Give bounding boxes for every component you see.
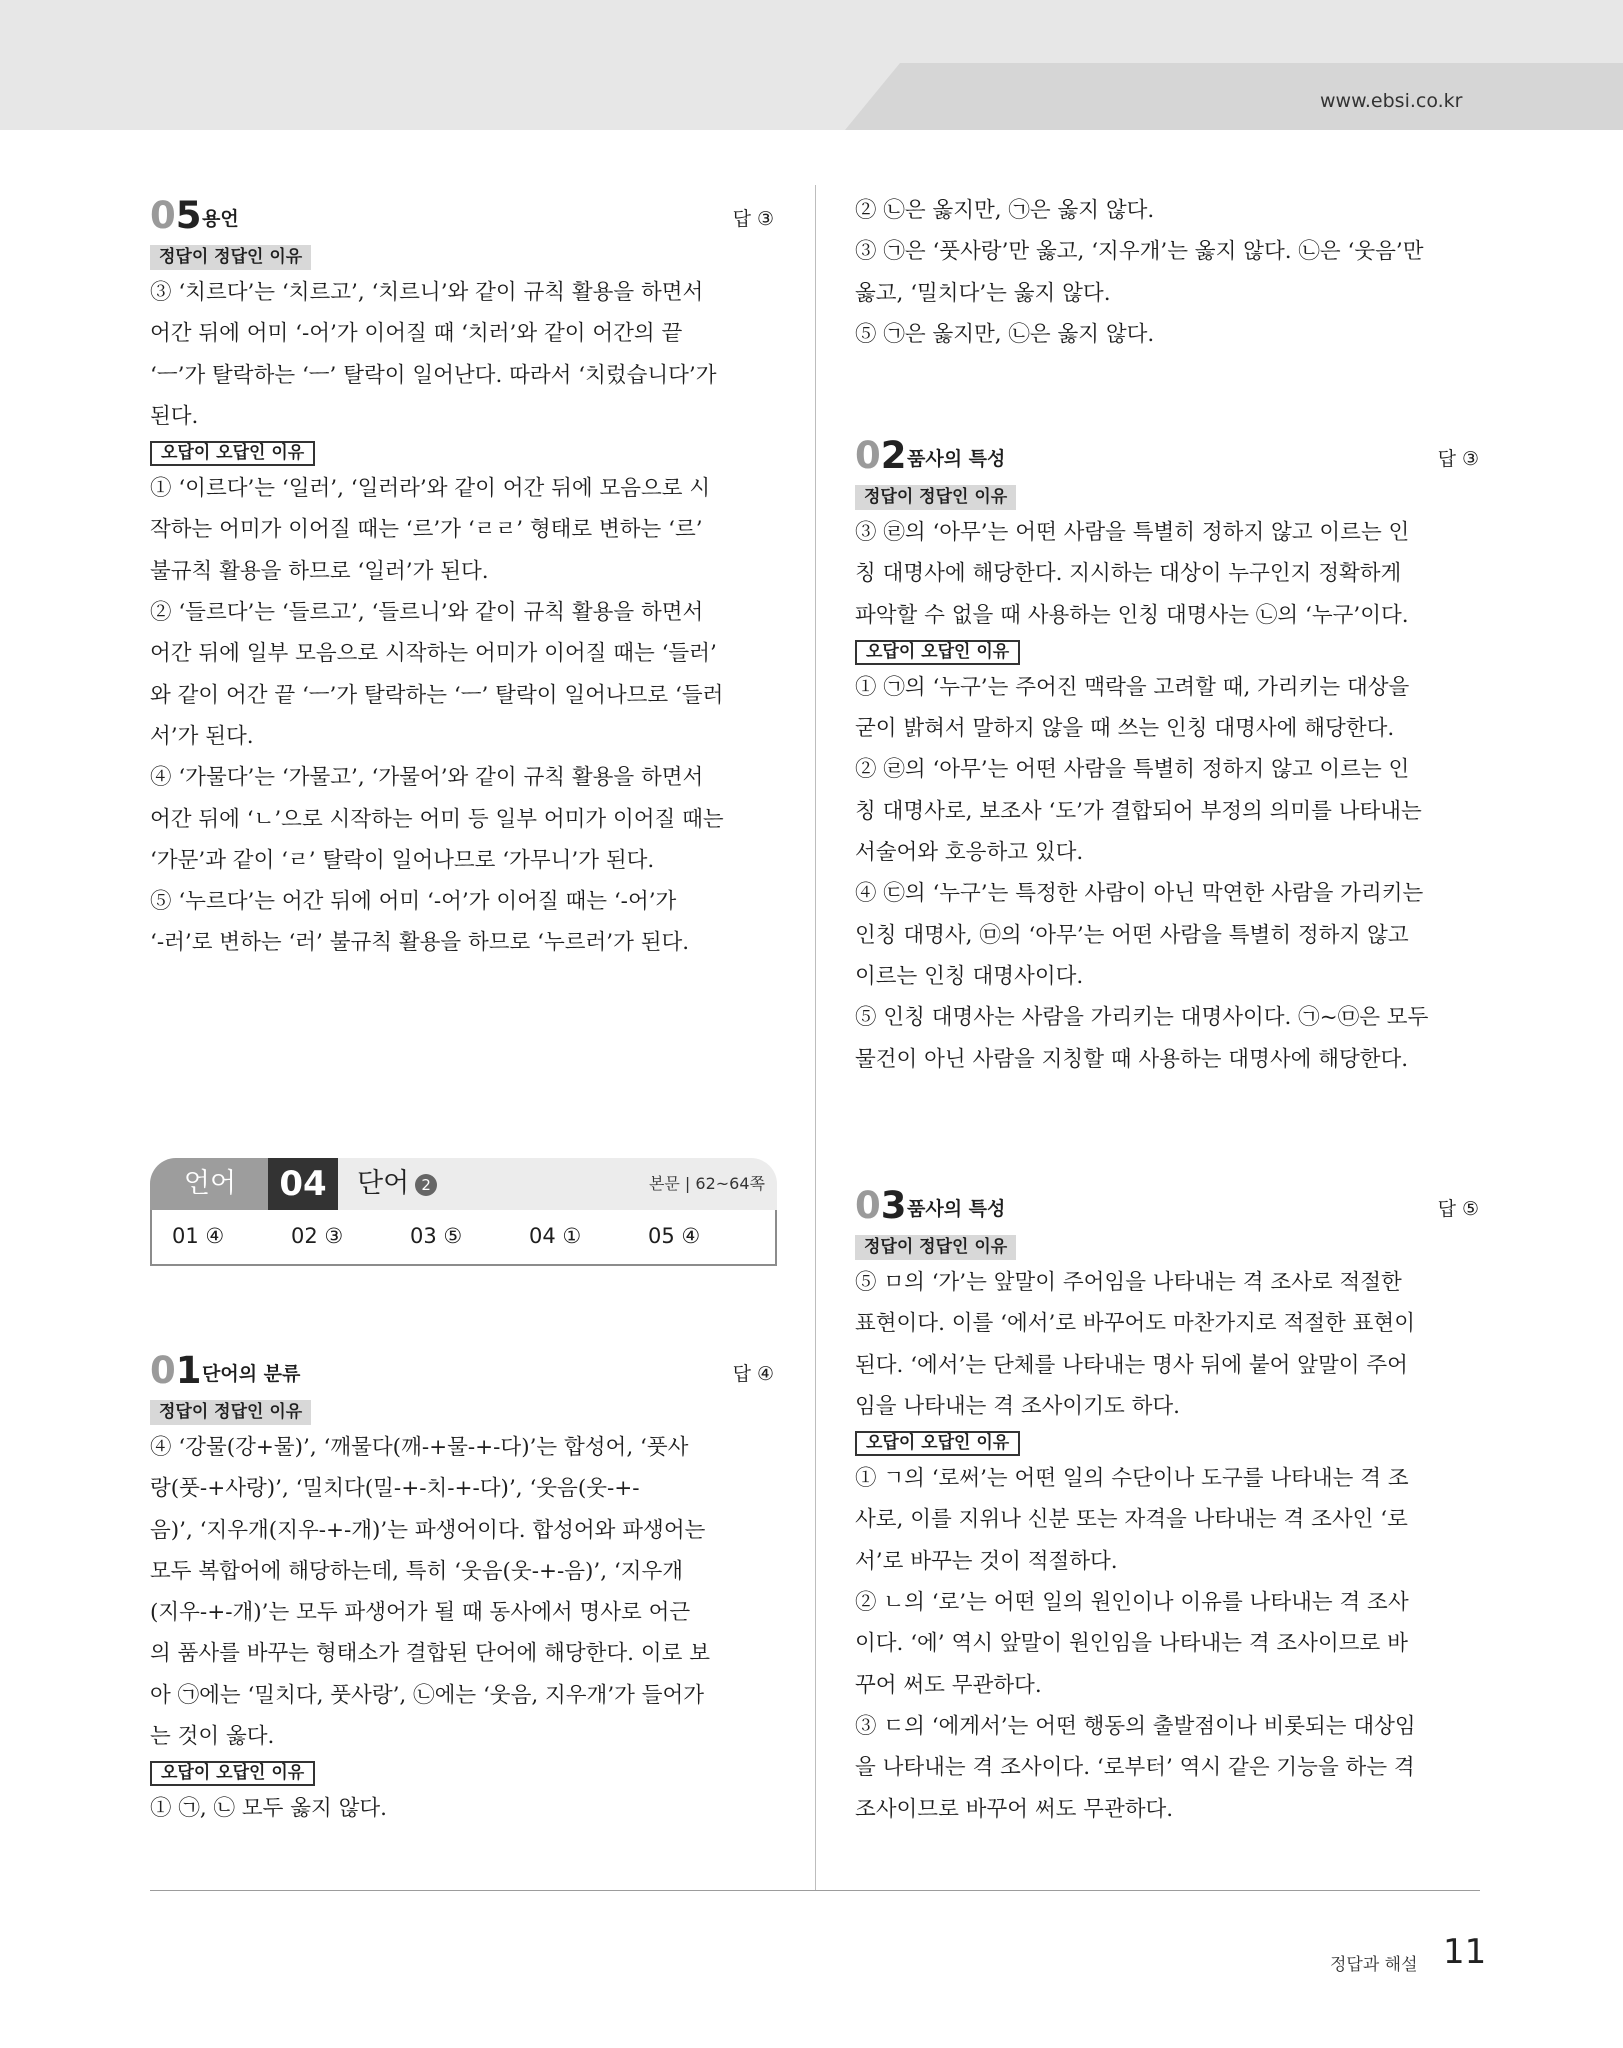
text-line: 사로, 이를 지위나 신분 또는 자격을 나타내는 격 조사인 ‘로 bbox=[855, 1507, 1408, 1533]
text-line: 의 품사를 바꾸는 형태소가 결합된 단어에 해당한다. 이로 보 bbox=[150, 1641, 710, 1667]
text-line: 임을 나타내는 격 조사이기도 하다. bbox=[855, 1393, 1180, 1419]
correct-reason-tag: 정답이 정답인 이유 bbox=[150, 245, 311, 270]
text-line: ④ ‘가물다’는 ‘가물고’, ‘가물어’와 같이 규칙 활용을 하면서 bbox=[150, 765, 704, 791]
text-line: 모두 복합어에 해당하는데, 특히 ‘웃음(웃-+-음)’, ‘지우개 bbox=[150, 1558, 684, 1584]
wrong-reason-tag: 오답이 오답인 이유 bbox=[855, 640, 1020, 665]
text-line: 어간 뒤에 어미 ‘-어’가 이어질 때 ‘치러’와 같이 어간의 끝 bbox=[150, 321, 683, 347]
question-answer: 답 ③ bbox=[1437, 448, 1479, 470]
unit-answer-item: 03 ⑤ bbox=[410, 1224, 463, 1248]
question-number: 02 bbox=[855, 434, 907, 477]
question-header bbox=[150, 1350, 777, 1396]
wrong-reason-text bbox=[855, 667, 1482, 1080]
text-line: 이다. ‘에’ 역시 앞말이 원인임을 나타내는 격 조사이므로 바 bbox=[855, 1631, 1408, 1657]
wrong-reason-text bbox=[150, 468, 777, 964]
text-line: 는 것이 옳다. bbox=[150, 1724, 275, 1750]
text-line: ④ ‘강물(강+물)’, ‘깨물다(깨-+물-+-다)’는 합성어, ‘풋사 bbox=[150, 1435, 689, 1460]
text-line: ⑤ ㅁ의 ‘가’는 앞말이 주어임을 나타내는 격 조사로 적절한 bbox=[855, 1270, 1402, 1295]
wrong-reason-tag: 오답이 오답인 이유 bbox=[150, 1761, 315, 1786]
text-line: 조사이므로 바꾸어 써도 무관하다. bbox=[855, 1796, 1174, 1822]
text-line: ‘-러’로 변하는 ‘러’ 불규칙 활용을 하므로 ‘누르러’가 된다. bbox=[150, 930, 690, 956]
question-number: 03 bbox=[855, 1184, 907, 1227]
wrong-reason-text bbox=[150, 1788, 777, 1829]
unit-answer-box bbox=[150, 1158, 777, 1270]
text-line: 칭 대명사로, 보조사 ‘도’가 결합되어 부정의 의미를 나타내는 bbox=[855, 798, 1422, 824]
text-line: 어간 뒤에 일부 모음으로 시작하는 어미가 이어질 때는 ‘들러’ bbox=[150, 641, 717, 667]
question-01 bbox=[150, 1350, 777, 1830]
text-line: 인칭 대명사, ㉤의 ‘아무’는 어떤 사람을 특별히 정하지 않고 bbox=[855, 922, 1409, 948]
text-line: 랑(풋-+사랑)’, ‘밀치다(밀-+-치-+-다)’, ‘웃음(웃-+- bbox=[150, 1476, 640, 1502]
unit-number: 04 bbox=[268, 1158, 338, 1210]
text-line: ② ㉡은 옳지만, ㉠은 옳지 않다. bbox=[855, 198, 1155, 223]
unit-part-badge: 2 bbox=[415, 1174, 437, 1196]
text-line: ① ‘이르다’는 ‘일러’, ‘일러라’와 같이 어간 뒤에 모음으로 시 bbox=[150, 476, 711, 502]
footer-label: 정답과 해설 bbox=[1330, 1955, 1418, 1975]
question-answer: 답 ③ bbox=[732, 208, 774, 230]
text-line: ⑤ ㉠은 옳지만, ㉡은 옳지 않다. bbox=[855, 321, 1155, 347]
correct-reason-text bbox=[855, 512, 1482, 636]
question-header bbox=[855, 435, 1482, 481]
question-title: 단어의 분류 bbox=[202, 1363, 301, 1385]
text-line: ⑤ ‘누르다’는 어간 뒤에 어미 ‘-어’가 이어질 때는 ‘-어’가 bbox=[150, 889, 677, 915]
text-line: 옳고, ‘밀치다’는 옳지 않다. bbox=[855, 280, 1111, 306]
text-line: ‘ㅡ’가 탈락하는 ‘ㅡ’ 탈락이 일어난다. 따라서 ‘치렀습니다’가 bbox=[150, 362, 717, 388]
unit-title: 단어 2 bbox=[357, 1158, 437, 1210]
unit-answer-item: 05 ④ bbox=[648, 1224, 701, 1248]
text-line: 아 ㉠에는 ‘밀치다, 풋사랑’, ㉡에는 ‘웃음, 지우개’가 들어가 bbox=[150, 1682, 705, 1708]
text-line: 어간 뒤에 ‘ㄴ’으로 시작하는 어미 등 일부 어미가 이어질 때는 bbox=[150, 806, 724, 832]
text-line: ② ㄴ의 ‘로’는 어떤 일의 원인이나 이유를 나타내는 격 조사 bbox=[855, 1590, 1409, 1616]
text-line: 작하는 어미가 이어질 때는 ‘르’가 ‘ㄹㄹ’ 형태로 변하는 ‘르’ bbox=[150, 517, 703, 543]
column-divider bbox=[815, 185, 816, 1890]
unit-category: 언어 bbox=[150, 1158, 270, 1210]
text-line: 이르는 인칭 대명사이다. bbox=[855, 963, 1084, 989]
question-05 bbox=[150, 195, 777, 964]
text-line: ① ㄱ의 ‘로써’는 어떤 일의 수단이나 도구를 나타내는 격 조 bbox=[855, 1466, 1409, 1492]
question-answer: 답 ⑤ bbox=[1437, 1198, 1479, 1220]
wrong-reason-text bbox=[855, 1458, 1482, 1830]
correct-reason-tag: 정답이 정답인 이유 bbox=[150, 1400, 311, 1425]
question-01-continued bbox=[855, 190, 1482, 355]
unit-answer-item: 01 ④ bbox=[172, 1224, 225, 1248]
unit-answers bbox=[150, 1210, 777, 1266]
text-line: 표현이다. 이를 ‘에서’로 바꾸어도 마찬가지로 적절한 표현이 bbox=[855, 1311, 1415, 1337]
correct-reason-text bbox=[150, 272, 777, 437]
question-03 bbox=[855, 1185, 1482, 1830]
text-line: 된다. bbox=[150, 403, 199, 429]
text-line: 된다. ‘에서’는 단체를 나타내는 명사 뒤에 붙어 앞말이 주어 bbox=[855, 1352, 1408, 1378]
question-number: 05 bbox=[150, 194, 202, 237]
text-line: ① ㉠의 ‘누구’는 주어진 맥락을 고려할 때, 가리키는 대상을 bbox=[855, 674, 1410, 700]
text-line: ⑤ 인칭 대명사는 사람을 가리키는 대명사이다. ㉠~㉤은 모두 bbox=[855, 1005, 1429, 1031]
text-line: 와 같이 어간 끝 ‘ㅡ’가 탈락하는 ‘ㅡ’ 탈락이 일어나므로 ‘들러 bbox=[150, 682, 724, 708]
text-line: 굳이 밝혀서 말하지 않을 때 쓰는 인칭 대명사에 해당한다. bbox=[855, 716, 1395, 742]
question-number: 01 bbox=[150, 1349, 202, 1392]
correct-reason-text bbox=[150, 1427, 777, 1757]
footer-rule bbox=[150, 1890, 1480, 1891]
text-line: ③ ㉣의 ‘아무’는 어떤 사람을 특별히 정하지 않고 이르는 인 bbox=[855, 520, 1410, 545]
text-line: 서술어와 호응하고 있다. bbox=[855, 840, 1084, 866]
question-title: 품사의 특성 bbox=[907, 1198, 1006, 1220]
correct-reason-tag: 정답이 정답인 이유 bbox=[855, 485, 1016, 510]
question-answer: 답 ④ bbox=[732, 1363, 774, 1385]
text-line: 불규칙 활용을 하므로 ‘일러’가 된다. bbox=[150, 558, 489, 584]
site-url[interactable]: www.ebsi.co.kr bbox=[1320, 90, 1463, 112]
text-line: 서’가 된다. bbox=[150, 723, 254, 749]
unit-pages: 본문 | 62~64쪽 bbox=[648, 1174, 765, 1193]
text-line: ③ ㉠은 ‘풋사랑’만 옳고, ‘지우개’는 옳지 않다. ㉡은 ‘웃음’만 bbox=[855, 239, 1424, 265]
text-line: 물건이 아닌 사람을 지칭할 때 사용하는 대명사에 해당한다. bbox=[855, 1046, 1409, 1072]
text-line: ④ ㉢의 ‘누구’는 특정한 사람이 아닌 막연한 사람을 가리키는 bbox=[855, 881, 1424, 907]
correct-reason-text bbox=[855, 1262, 1482, 1427]
page-number: 11 bbox=[1443, 1932, 1487, 1972]
text-line: 파악할 수 없을 때 사용하는 인칭 대명사는 ㉡의 ‘누구’이다. bbox=[855, 602, 1409, 628]
question-title: 용언 bbox=[202, 208, 239, 230]
question-header bbox=[855, 1185, 1482, 1231]
text-line: ③ ㄷ의 ‘에게서’는 어떤 행동의 출발점이나 비롯되는 대상임 bbox=[855, 1713, 1416, 1739]
text-line: ② ㉣의 ‘아무’는 어떤 사람을 특별히 정하지 않고 이르는 인 bbox=[855, 757, 1410, 783]
question-02 bbox=[855, 435, 1482, 1080]
text-line: ‘가문’과 같이 ‘ㄹ’ 탈락이 일어나므로 ‘가무니’가 된다. bbox=[150, 847, 655, 873]
text-line: (지우-+-개)’는 모두 파생어가 될 때 동사에서 명사로 어근 bbox=[150, 1600, 691, 1626]
correct-reason-tag: 정답이 정답인 이유 bbox=[855, 1235, 1016, 1260]
text-line: ② ‘들르다’는 ‘들르고’, ‘들르니’와 같이 규칙 활용을 하면서 bbox=[150, 600, 704, 626]
text-line: 서’로 바꾸는 것이 적절하다. bbox=[855, 1548, 1118, 1574]
wrong-reason-tag: 오답이 오답인 이유 bbox=[855, 1431, 1020, 1456]
text-line: 칭 대명사에 해당한다. 지시하는 대상이 누구인지 정확하게 bbox=[855, 561, 1402, 587]
text-line: 꾸어 써도 무관하다. bbox=[855, 1672, 1042, 1698]
question-title: 품사의 특성 bbox=[907, 448, 1006, 470]
text-line: 을 나타내는 격 조사이다. ‘로부터’ 역시 같은 기능을 하는 격 bbox=[855, 1755, 1415, 1781]
wrong-reason-tag: 오답이 오답인 이유 bbox=[150, 441, 315, 466]
text-line: ① ㉠, ㉡ 모두 옳지 않다. bbox=[150, 1796, 387, 1822]
unit-answer-item: 02 ③ bbox=[291, 1224, 344, 1248]
text-line: 음)’, ‘지우개(지우-+-개)’는 파생어이다. 합성어와 파생어는 bbox=[150, 1517, 706, 1543]
unit-answer-item: 04 ① bbox=[529, 1224, 582, 1248]
question-header bbox=[150, 195, 777, 241]
text-line: ③ ‘치르다’는 ‘치르고’, ‘치르니’와 같이 규칙 활용을 하면서 bbox=[150, 280, 704, 305]
